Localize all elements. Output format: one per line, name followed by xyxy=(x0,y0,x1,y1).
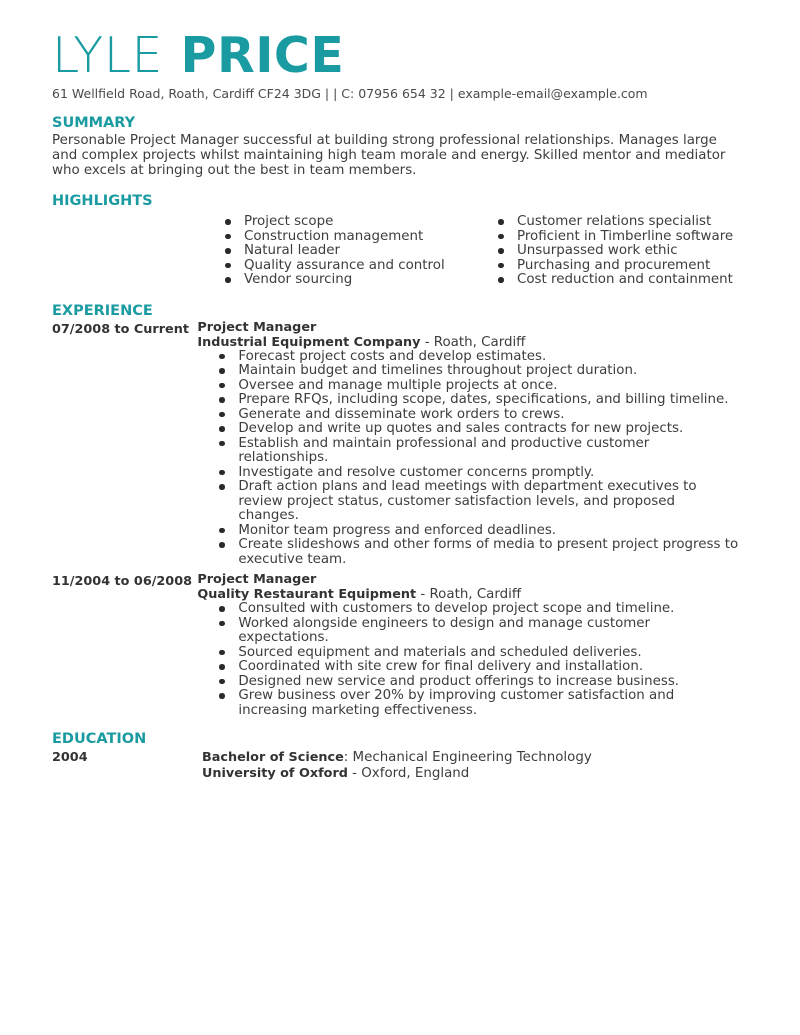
highlight-item: Unsurpassed work ethic xyxy=(498,244,733,259)
summary-text: Personable Project Manager successful at building strong professional relationships. Manages large and complex projects whilst maintaining high team morale and energy. Skilled mentor and mediator who excels at bringing out the best in team members. xyxy=(52,133,726,178)
job-bullet: Grew business over 20% by improving customer satisfaction and increasing marketing effectiveness. xyxy=(219,689,739,718)
highlight-item: Project scope xyxy=(225,215,498,230)
company-location: - Roath, Cardiff xyxy=(420,334,526,350)
job-dates: 07/2008 to Current xyxy=(52,321,189,337)
school-line xyxy=(202,766,592,782)
school-name: University of Oxford xyxy=(202,766,348,781)
highlights-list xyxy=(52,215,740,288)
first-name: LYLE xyxy=(52,27,163,84)
highlight-item: Purchasing and procurement xyxy=(498,259,733,274)
degree-field: : Mechanical Engineering Technology xyxy=(343,750,592,765)
job-bullet: Develop and write up quotes and sales contracts for new projects. xyxy=(219,422,739,437)
education-year: 2004 xyxy=(52,750,88,765)
highlight-item: Vendor sourcing xyxy=(225,273,498,288)
school-location: - Oxford, England xyxy=(347,766,470,781)
job-bullet: Investigate and resolve customer concerns promptly. xyxy=(219,466,739,481)
candidate-name xyxy=(52,28,740,84)
education-entry xyxy=(52,750,740,782)
summary-heading: SUMMARY xyxy=(52,115,136,131)
job-bullet: Designed new service and product offerings to increase business. xyxy=(219,675,739,690)
degree-name: Bachelor of Science xyxy=(202,750,344,765)
job-bullet: Monitor team progress and enforced deadlines. xyxy=(219,524,739,539)
job-bullet: Consulted with customers to develop project scope and timeline. xyxy=(219,602,739,617)
highlight-item: Natural leader xyxy=(225,244,498,259)
last-name: PRICE xyxy=(180,27,345,84)
job-title: Project Manager xyxy=(197,572,317,587)
highlights-heading: HIGHLIGHTS xyxy=(52,193,153,209)
company-name: Industrial Equipment Company xyxy=(197,334,421,350)
highlight-item: Customer relations specialist xyxy=(498,215,733,230)
job-title: Project Manager xyxy=(197,319,317,335)
job-details xyxy=(197,321,740,568)
company-name: Quality Restaurant Equipment xyxy=(197,587,417,602)
highlight-item: Proficient in Timberline software xyxy=(498,230,733,245)
job-details xyxy=(197,573,740,718)
job-bullet: Draft action plans and lead meetings with department executives to review project status, customer satisfaction levels, and proposed changes. xyxy=(219,480,739,524)
highlights-left-column xyxy=(225,215,498,288)
experience-heading: EXPERIENCE xyxy=(52,302,153,319)
highlight-item: Construction management xyxy=(225,230,498,245)
job-entry xyxy=(52,321,740,568)
job-dates: 11/2004 to 06/2008 xyxy=(52,574,193,589)
education-heading: EDUCATION xyxy=(52,731,147,747)
job-bullet: Forecast project costs and develop estimates. xyxy=(219,350,739,365)
highlight-item: Cost reduction and containment xyxy=(498,273,733,288)
highlight-item: Quality assurance and control xyxy=(225,259,498,274)
highlights-right-column xyxy=(498,215,733,288)
job-bullet: Maintain budget and timelines throughout project duration. xyxy=(219,364,739,379)
job-entry xyxy=(52,573,740,718)
job-bullet: Prepare RFQs, including scope, dates, specifications, and billing timeline. xyxy=(219,393,739,408)
job-company-line xyxy=(197,335,740,350)
job-bullets xyxy=(219,350,739,568)
job-bullet: Oversee and manage multiple projects at once. xyxy=(219,379,739,394)
company-location: - Roath, Cardiff xyxy=(416,587,522,602)
job-company-line xyxy=(197,587,740,602)
job-bullet: Generate and disseminate work orders to crews. xyxy=(219,408,739,423)
job-bullet: Create slideshows and other forms of media to present project progress to executive team. xyxy=(219,538,739,567)
job-bullet: Coordinated with site crew for final delivery and installation. xyxy=(219,660,739,675)
job-bullet: Sourced equipment and materials and scheduled deliveries. xyxy=(219,646,739,661)
job-bullet: Establish and maintain professional and productive customer relationships. xyxy=(219,437,739,466)
job-bullet: Worked alongside engineers to design and manage customer expectations. xyxy=(219,617,739,646)
job-bullets xyxy=(219,602,739,718)
education-details xyxy=(202,750,592,782)
degree-line xyxy=(202,750,592,766)
contact-line: 61 Wellfield Road, Roath, Cardiff CF24 3DG | | C: 07956 654 32 | example-email@example.com xyxy=(52,86,648,101)
